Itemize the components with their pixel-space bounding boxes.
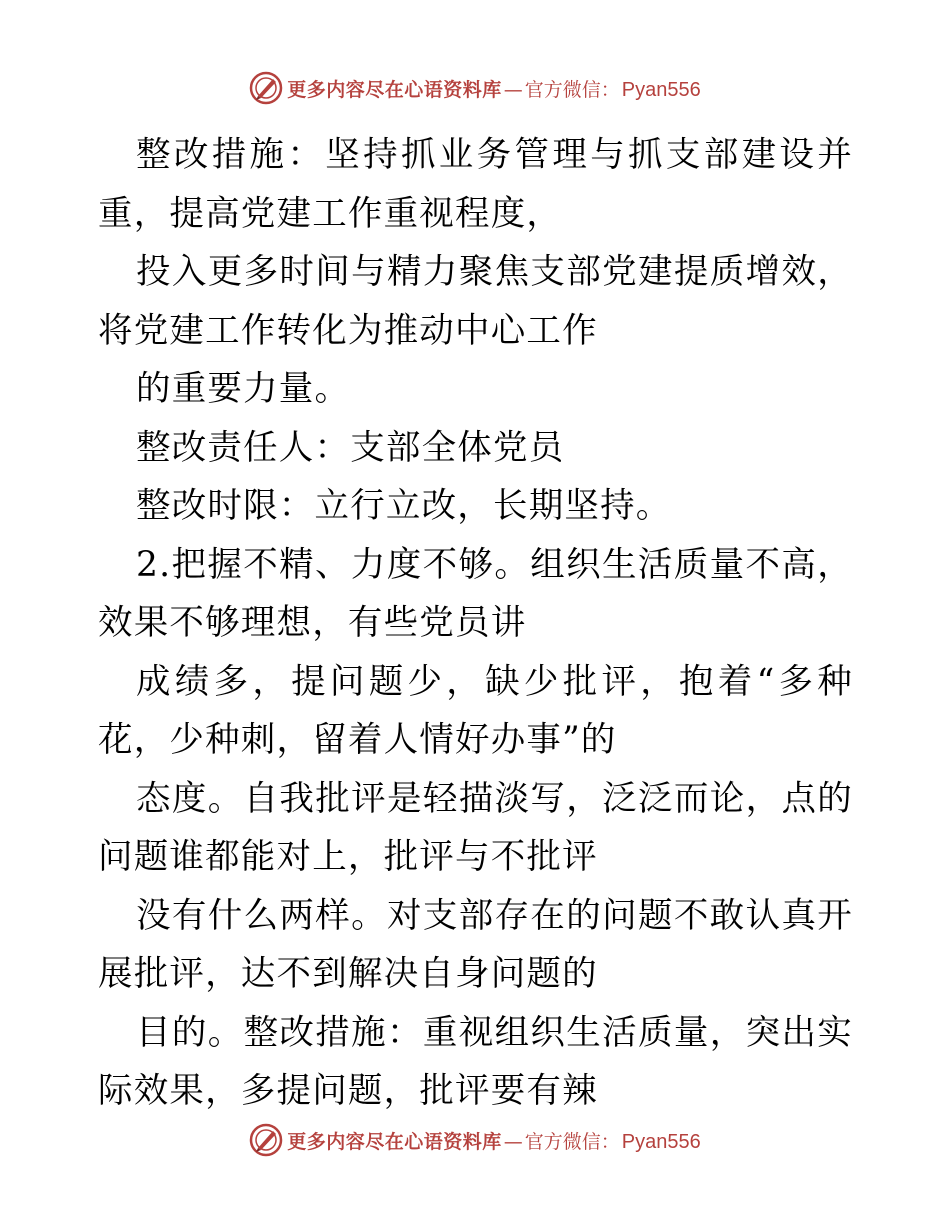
banner-text — [287, 75, 701, 102]
paragraph: 目的。整改措施：重视组织生活质量，突出实际效果，多提问题，批评要有辣 — [98, 1012, 853, 1111]
paragraph: 整改措施：坚持抓业务管理与抓支部建设并重，提高党建工作重视程度， — [98, 135, 853, 234]
brand-logo-icon — [249, 71, 283, 105]
paragraph: 没有什么两样。对支部存在的问题不敢认真开展批评，达不到解决自身问题的 — [98, 895, 853, 994]
banner-separator: — — [503, 78, 523, 101]
brand-logo-icon — [249, 1123, 283, 1157]
header-watermark-banner — [0, 68, 950, 108]
banner-wechat-id: Pyan556 — [621, 78, 701, 101]
paragraph: 的重要力量。 — [136, 369, 351, 409]
paragraph: 成绩多，提问题少，缺少批评，抱着“多种花，少种刺，留着人情好办事”的 — [98, 661, 853, 760]
footer-watermark-banner — [0, 1120, 950, 1160]
paragraph: 投入更多时间与精力聚焦支部党建提质增效，将党建工作转化为推动中心工作 — [98, 252, 853, 351]
paragraph: 态度。自我批评是轻描淡写，泛泛而论，点的问题谁都能对上，批评与不批评 — [98, 778, 853, 877]
banner-wechat-id: Pyan556 — [621, 1130, 701, 1153]
banner-main-text: 更多内容尽在心语资料库 — [287, 78, 502, 101]
banner-main-text: 更多内容尽在心语资料库 — [287, 1130, 502, 1153]
document-body — [98, 126, 853, 1121]
banner-wechat-label: 官方微信： — [524, 78, 620, 101]
banner-wechat-label: 官方微信： — [524, 1130, 620, 1153]
banner-text — [287, 1127, 701, 1154]
banner-separator: — — [503, 1130, 523, 1153]
paragraph: 2.把握不精、力度不够。组织生活质量不高，效果不够理想，有些党员讲 — [98, 544, 853, 643]
paragraph: 整改责任人：支部全体党员 — [136, 427, 565, 468]
paragraph: 整改时限：立行立改，长期坚持。 — [136, 486, 672, 526]
